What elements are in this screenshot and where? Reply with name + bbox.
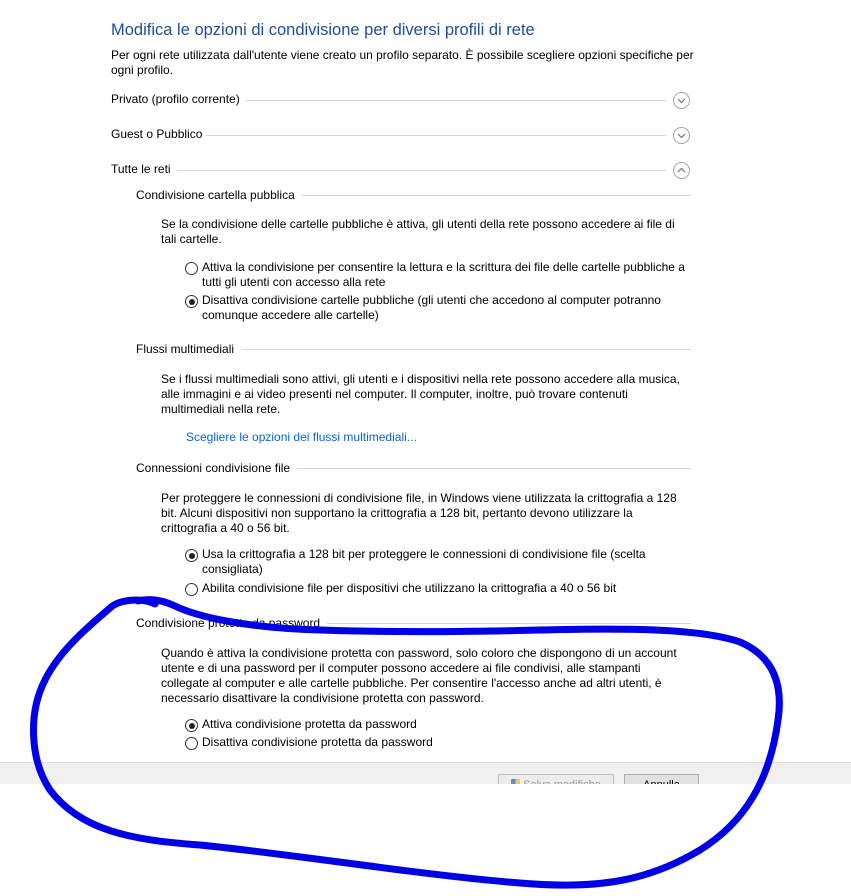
public-folder-description: Se la condivisione delle cartelle pubbliche è attiva, gli utenti della rete possono accedere ai file di tali cartelle.: [161, 217, 675, 246]
profile-label-all-networks: Tutte le reti: [111, 162, 171, 176]
profile-label-guest: Guest o Pubblico: [111, 127, 203, 141]
radio-label: Abilita condivisione file per dispositivi che utilizzano la crittografia a 40 o 56 bit: [202, 581, 617, 595]
divider: [302, 195, 691, 196]
radio-label: Disattiva condivisione cartelle pubbliche (gli utenti che accedono al computer potranno comunque accedere alle cartelle): [202, 293, 661, 322]
divider: [297, 468, 691, 469]
radio-button[interactable]: [185, 549, 198, 562]
divider: [177, 170, 666, 171]
section-heading-password: Condivisione protetta da password: [136, 616, 321, 630]
chevron-down-icon[interactable]: [673, 127, 690, 144]
section-heading-media: Flussi multimediali: [136, 342, 235, 356]
cropped-area: [0, 784, 851, 896]
profile-label-private: Privato (profilo corrente): [111, 92, 240, 106]
radio-button[interactable]: [185, 262, 198, 275]
file-sharing-description: Per proteggere le connessioni di condivisione file, in Windows viene utilizzata la crittografia a 128 bit. Alcuni dispositivi non supportano la crittografia a 128 bit, pertanto devono utilizzare la crittografia a 40 o 56 bit.: [161, 491, 677, 535]
radio-label: Disattiva condivisione protetta da password: [202, 735, 433, 749]
page-intro: Per ogni rete utilizzata dall'utente viene creato un profilo separato. È possibile scegliere opzioni specifiche per ogni profilo.: [111, 48, 694, 77]
divider: [246, 100, 666, 101]
radio-label: Attiva condivisione protetta da password: [202, 717, 417, 731]
section-heading-file-sharing: Connessioni condivisione file: [136, 461, 291, 475]
divider: [327, 623, 691, 624]
radio-label: Attiva la condivisione per consentire la lettura e la scrittura dei file delle cartelle pubbliche a tutti gli utenti con accesso alla rete: [202, 260, 685, 289]
divider: [242, 349, 691, 350]
radio-button[interactable]: [185, 737, 198, 750]
chevron-up-icon[interactable]: [673, 162, 690, 179]
section-heading-public-folder: Condivisione cartella pubblica: [136, 188, 295, 202]
radio-button[interactable]: [185, 583, 198, 596]
footer-bar: [0, 762, 851, 785]
page-title: Modifica le opzioni di condivisione per diversi profili di rete: [111, 21, 535, 39]
radio-button[interactable]: [185, 295, 198, 308]
media-options-link[interactable]: Scegliere le opzioni dei flussi multimediali...: [186, 430, 417, 444]
chevron-down-icon[interactable]: [673, 92, 690, 109]
radio-label: Usa la crittografia a 128 bit per proteggere le connessioni di condivisione file (scelta consigliata): [202, 547, 646, 576]
divider: [206, 135, 666, 136]
password-description: Quando è attiva la condivisione protetta con password, solo coloro che dispongono di un account utente e di una password per il computer possono accedere ai file condivisi, alle stampanti collegate al computer e alle cartelle pubbliche. Per consentire l'accesso anche ad altri utenti, è necessario disattivare la condivisione protetta con password.: [161, 646, 677, 705]
radio-button[interactable]: [185, 719, 198, 732]
media-description: Se i flussi multimediali sono attivi, gli utenti e i dispositivi nella rete possono accedere alla musica, alle immagini e ai video presenti nel computer. Il computer, inoltre, può trovare contenuti multimediali nella rete.: [161, 372, 680, 416]
